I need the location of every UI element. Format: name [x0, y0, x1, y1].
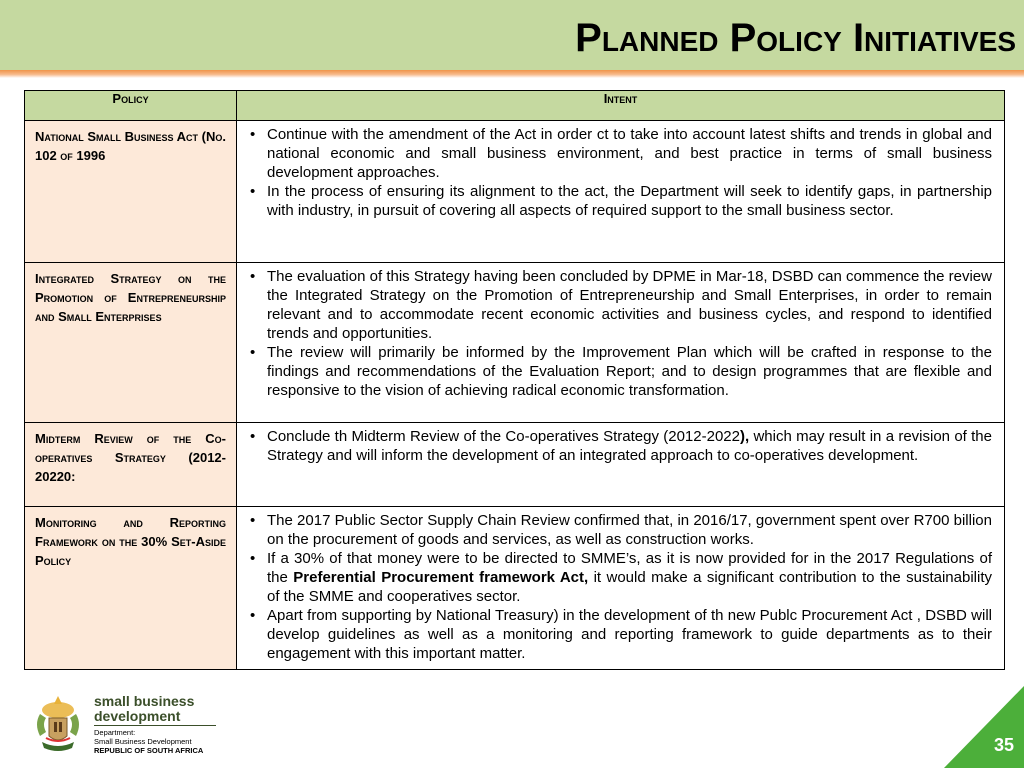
column-header-policy: Policy [25, 91, 237, 121]
table-row [25, 423, 1005, 507]
coat-of-arms-icon [32, 692, 84, 758]
department-logo [30, 692, 230, 762]
department-label: Department: [94, 728, 136, 737]
table-row [25, 263, 1005, 423]
intent-bullet: • The review will primarily be informed by the Improvement Plan which will be crafted in response to the findings and recommendations of the Evaluation Report; and to design programmes that are flexible and responsive to the vision of achieving radical economic transformation. [247, 343, 992, 400]
department-name: Small Business Development [94, 737, 192, 746]
policy-table [24, 90, 1005, 670]
intent-text: it would make a significant contribution to the sustainability of the SMME and cooperatives sector. [267, 569, 992, 605]
table-row [25, 121, 1005, 263]
table-row [25, 507, 1005, 670]
intent-bullet [247, 549, 992, 606]
intent-text: Conclude th Midterm Review of the Co-operatives Strategy (2012-2022 [267, 428, 740, 445]
intent-bullet: • Apart from supporting by National Treasury) in the development of th new Publc Procurement Act , DSBD will develop guidelines as well as a monitoring and reporting framework to guide departments as to their engagement with this important matter. [247, 606, 992, 663]
intent-bullet: • In the process of ensuring its alignment to the act, the Department will seek to identify gaps, in partnership with industry, in pursuit of covering all aspects of required support to the small business sector. [247, 182, 992, 220]
intent-bullet [247, 427, 992, 465]
title-underline [0, 70, 1024, 78]
brand-name-line1: small business [94, 693, 195, 709]
intent-text: If a 30% of that money were to be directed to SMME’s, as it is now provided for in the 2017 Regulations of the [267, 550, 992, 586]
policy-name: Midterm Review of the Co-operatives Strategy (2012-20220: [25, 423, 237, 507]
country-name: REPUBLIC OF SOUTH AFRICA [94, 746, 204, 755]
policy-name: National Small Business Act (No. 102 of 1996 [25, 121, 237, 263]
intent-bold-text: ), [739, 428, 750, 445]
policy-name: Monitoring and Reporting Framework on the 30% Set-Aside Policy [25, 507, 237, 670]
intent-bold-text: Preferential Procurement framework Act, [293, 569, 589, 586]
intent-cell [237, 423, 1005, 507]
brand-divider [94, 725, 216, 726]
intent-cell [237, 263, 1005, 423]
page-number: 35 [993, 735, 1014, 755]
intent-bullet: • The 2017 Public Sector Supply Chain Review confirmed that, in 2016/17, government spent over R700 billion on the procurement of goods and services, as well as construction works. [247, 511, 992, 549]
intent-bullet: • The evaluation of this Strategy having been concluded by DPME in Mar-18, DSBD can commence the review the Integrated Strategy on the Promotion of Entrepreneurship and Small Enterprises, in order to remain relevant and to accommodate recent economic activities and business cycles, and respond to identified trends and opportunities. [247, 267, 992, 343]
intent-cell [237, 121, 1005, 263]
brand-name-line2: development [94, 708, 181, 724]
slide-title: Planned Policy Initiatives [575, 16, 1016, 60]
table-header-row [25, 91, 1005, 121]
intent-cell [237, 507, 1005, 670]
intent-bullet: • Continue with the amendment of the Act in order ct to take into account latest shifts and trends in global and national economic and small business environment, and best practice in terms of small business development approaches. [247, 125, 992, 182]
column-header-intent: Intent [237, 91, 1005, 121]
intent-text: which may result in a revision of the Strategy and will inform the development of an integrated approach to co-operatives development. [267, 428, 992, 464]
policy-name: Integrated Strategy on the Promotion of Entrepreneurship and Small Enterprises [25, 263, 237, 423]
